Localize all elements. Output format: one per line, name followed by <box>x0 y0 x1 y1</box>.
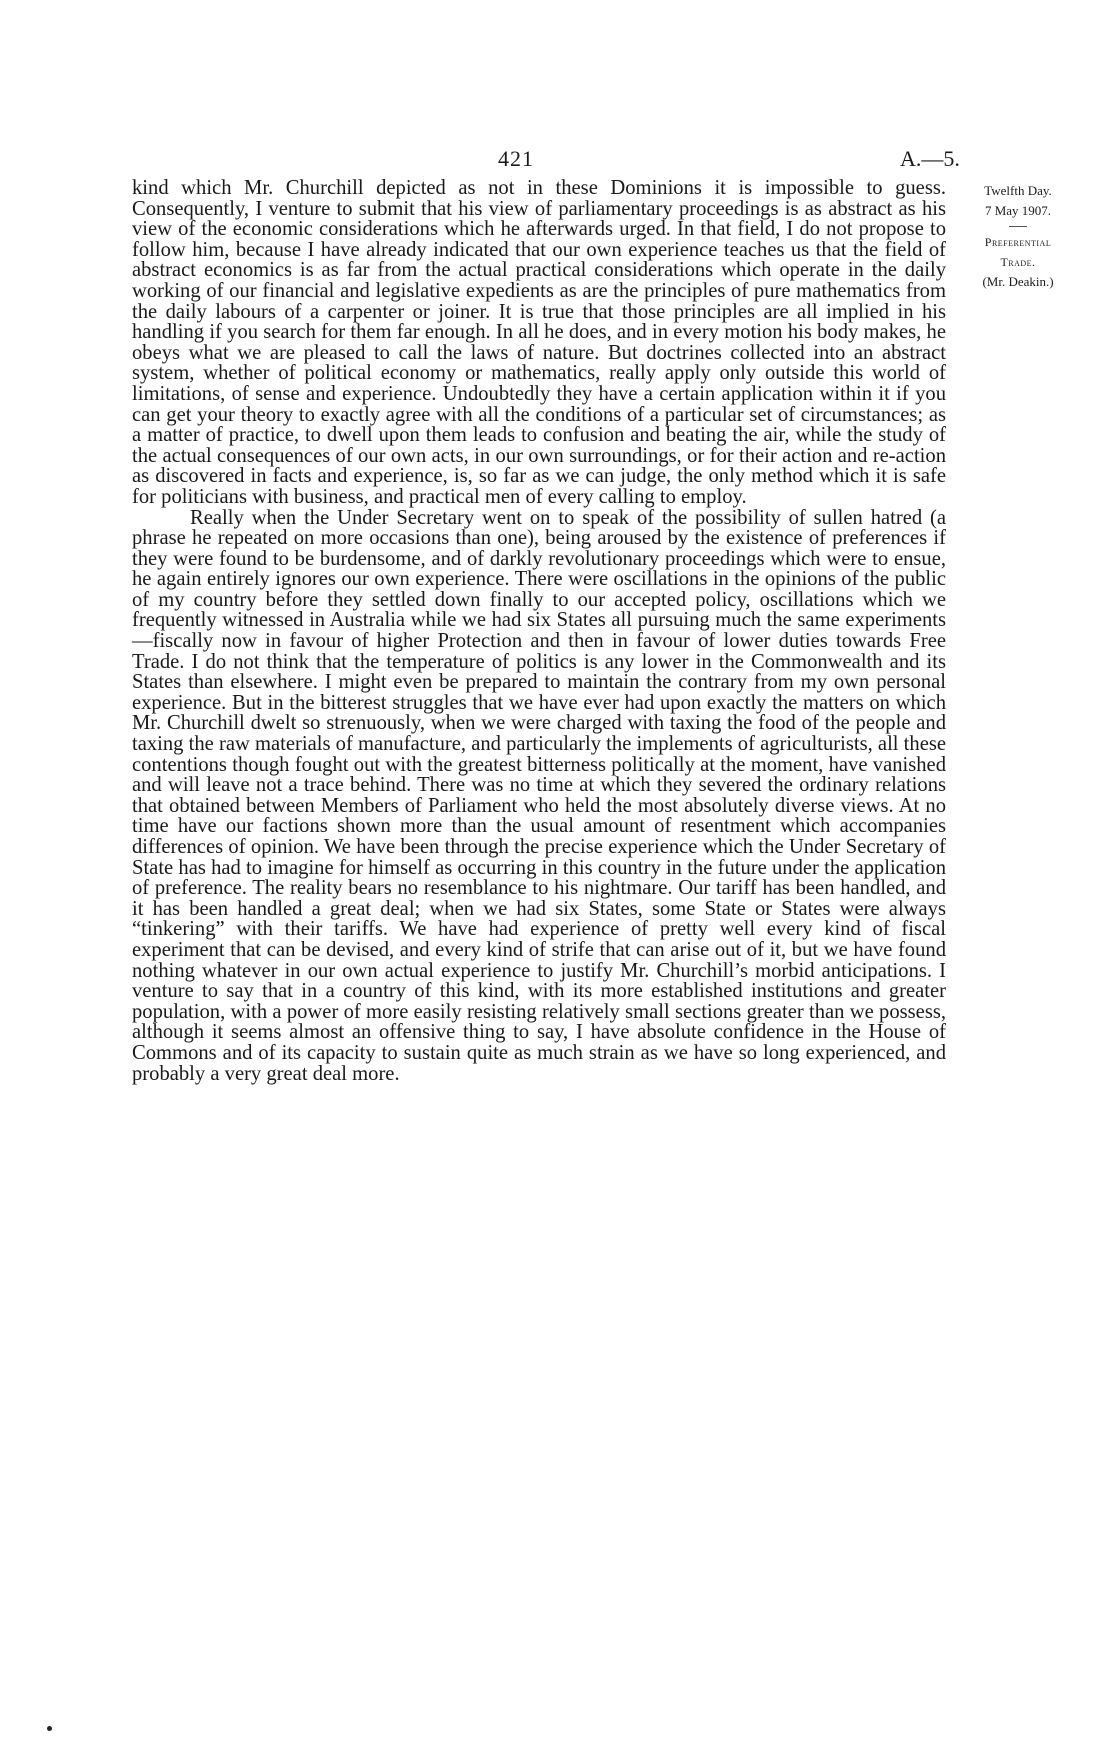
margin-note-speaker: (Mr. Deakin.) <box>982 274 1054 289</box>
speech-body <box>132 178 946 1084</box>
page-number: 421 <box>498 146 534 171</box>
paragraph-2: Really when the Under Secretary went on to speak of the possibility of sullen hatred (a phrase he repeated on more occasions than one), being aroused by the existence of preferences if they were found to be burdensome, and of darkly revolutionary proceedings which were to ensue, he again entirely ignores our own experience. There were oscillations in the opinions of the public of my country before they settled down finally to our accepted policy, oscillations which we frequently witnessed in Australia while we had six States all pursuing much the same experiments—fiscally now in favour of higher Protection and then in favour of lower duties towards Free Trade. I do not think that the temperature of politics is any lower in the Commonwealth and its States than elsewhere. I might even be prepared to maintain the contrary from my own personal experience. But in the bitterest struggles that we have ever had upon exactly the matters on which Mr. Churchill dwelt so strenuously, when we were charged with taxing the food of the people and taxing the raw materials of manufacture, and particularly the implements of agriculturists, all these contentions though fought out with the greatest bitterness politically at the moment, have vanished and will leave not a trace behind. There was no time at which they severed the ordinary relations that obtained between Members of Parliament who held the most absolutely diverse views. At no time have our factions shown more than the usual amount of resentment which accompanies differences of opinion. We have been through the precise experience which the Under Secretary of State has had to imagine for himself as occurring in this country in the future under the application of preference. The reality bears no resemblance to his nightmare. Our tariff has been handled, and it has been handled a great deal; when we had six States, some State or States were always “tinkering” with their tariffs. We have had experience of pretty well every kind of fiscal experiment that can be devised, and every kind of strife that can arise out of it, but we have found nothing whatever in our own actual experience to justify Mr. Churchill’s morbid anticipations. I venture to say that in a country of this kind, with its more established institutions and greater population, with a power of more easily resisting relatively small sections greater than we possess, although it seems almost an offensive thing to say, I have absolute confidence in the House of Commons and of its capacity to sustain quite as much strain as we have so long experienced, and probably a very great deal more. <box>132 506 946 1085</box>
margin-note-day: Twelfth Day. <box>984 183 1052 198</box>
margin-note-subject-line2: Trade. <box>1000 255 1036 269</box>
margin-note-divider <box>1009 226 1027 227</box>
paper-reference: A.—5. <box>900 146 960 171</box>
scan-speck <box>47 1726 52 1731</box>
paragraph-1: kind which Mr. Churchill depicted as not in these Dominions it is impossible to guess. Consequently, I venture to submit that his view of parliamentary proceedings is as abstract as his view of the economic considerations which he afterwards urged. In that field, I do not propose to follow him, because I have already indicated that our own experience teaches us that the field of abstract economics is as far from the actual practical considerations which operate in the daily working of our financial and legislative expedients as are the principles of pure mathematics from the daily labours of a carpenter or joiner. It is true that those principles are all implied in his handling if you search for them far enough. In all he does, and in every motion his body makes, he obeys what we are pleased to call the laws of nature. But doctrines collected into an abstract system, whether of political economy or mathematics, really apply only outside this world of limitations, of sense and experience. Undoubtedly they have a certain application within it if you can get your theory to exactly agree with all the conditions of a particular set of circumstances; as a matter of practice, to dwell upon them leads to confusion and beating the air, while the study of the actual consequences of our own acts, in our own surroundings, or for their action and re-action as discovered in facts and experience, is, so far as we can judge, the only method which it is safe for politicians with business, and practical men of every calling to employ. <box>132 177 946 508</box>
margin-note-subject-line1: Preferential <box>984 235 1052 249</box>
margin-note-date: 7 May 1907. <box>984 203 1052 218</box>
margin-note <box>962 181 1074 292</box>
